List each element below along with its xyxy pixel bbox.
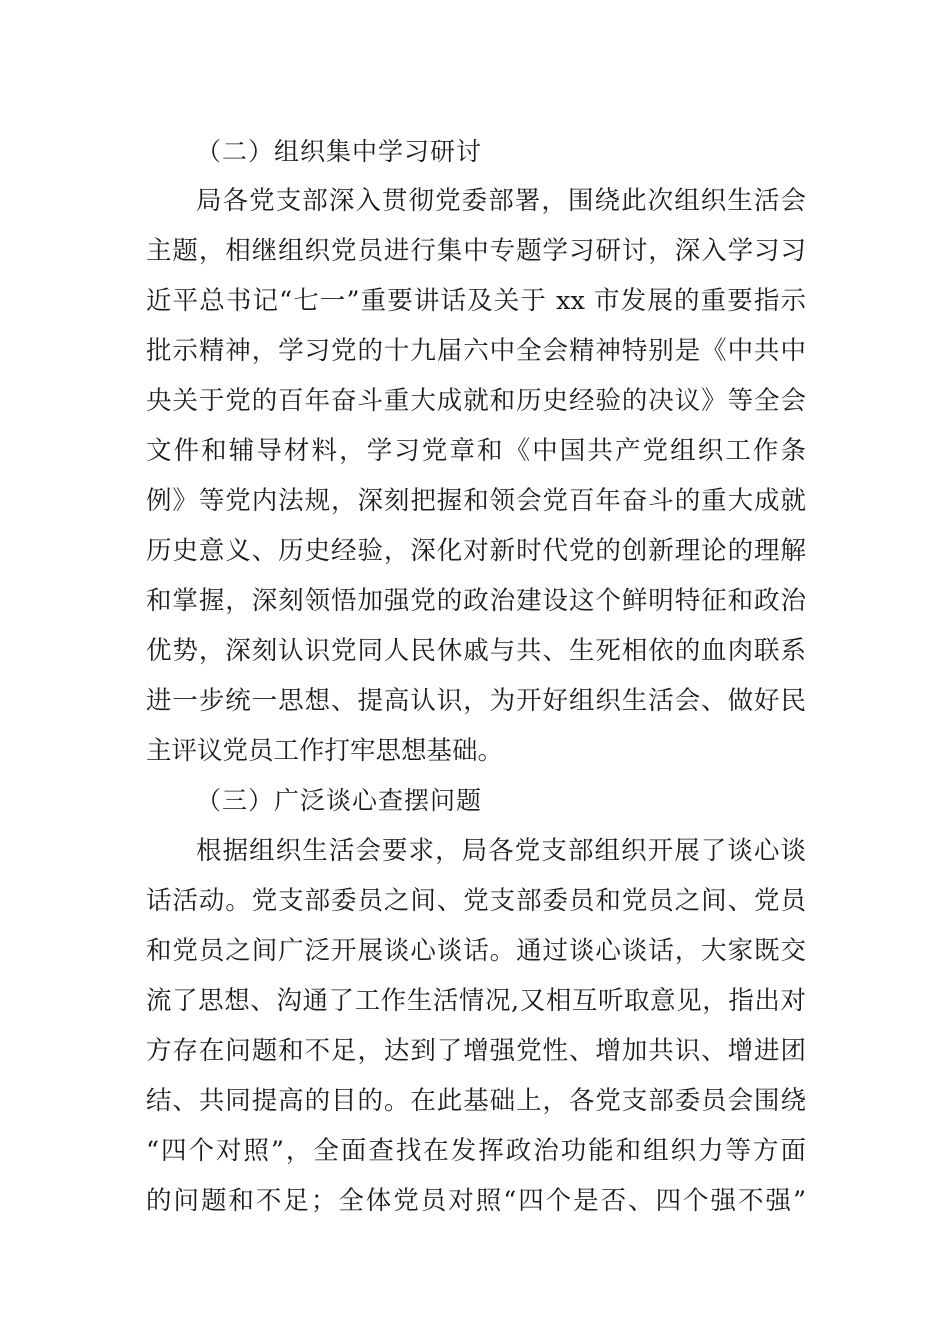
paragraph-line: 文件和辅导材料，学习党章和《中国共产党组织工作条 <box>146 436 806 466</box>
paragraph-line: 流了思想、沟通了工作生活情况,又相互听取意见，指出对 <box>146 986 806 1016</box>
paragraph-line: 局各党支部深入贯彻党委部署，围绕此次组织生活会 <box>196 186 806 216</box>
paragraph-line: 优势，深刻认识党同人民休戚与共、生死相依的血肉联系 <box>146 636 806 666</box>
paragraph-line: 历史意义、历史经验，深化对新时代党的创新理论的理解 <box>146 536 806 566</box>
paragraph-line: 主评议党员工作打牢思想基础。 <box>146 736 504 766</box>
paragraph-line: 根据组织生活会要求，局各党支部组织开展了谈心谈 <box>196 836 806 866</box>
paragraph-line: 例》等党内法规，深刻把握和领会党百年奋斗的重大成就 <box>146 486 806 516</box>
paragraph-line: “四个对照”，全面查找在发挥政治功能和组织力等方面 <box>146 1136 806 1166</box>
paragraph-line: 方存在问题和不足，达到了增强党性、增加共识、增进团 <box>146 1036 806 1066</box>
paragraph-line: 的问题和不足；全体党员对照“四个是否、四个强不强” <box>146 1186 806 1216</box>
paragraph-line: 批示精神，学习党的十九届六中全会精神特别是《中共中 <box>146 336 806 366</box>
paragraph-line: 主题，相继组织党员进行集中专题学习研讨，深入学习习 <box>146 236 806 266</box>
paragraph-line: 和党员之间广泛开展谈心谈话。通过谈心谈话，大家既交 <box>146 936 806 966</box>
section-heading-2: （二）组织集中学习研讨 <box>196 137 483 166</box>
paragraph-line: 近平总书记“七一”重要讲话及关于 xx 市发展的重要指示 <box>146 286 806 316</box>
paragraph-line: 进一步统一思想、提高认识，为开好组织生活会、做好民 <box>146 686 806 716</box>
paragraph-line: 结、共同提高的目的。在此基础上，各党支部委员会围绕 <box>146 1086 806 1116</box>
paragraph-line: 央关于党的百年奋斗重大成就和历史经验的决议》等全会 <box>146 386 806 416</box>
paragraph-line: 和掌握，深刻领悟加强党的政治建设这个鲜明特征和政治 <box>146 586 806 616</box>
section-heading-3: （三）广泛谈心查摆问题 <box>196 786 483 815</box>
paragraph-line: 话活动。党支部委员之间、党支部委员和党员之间、党员 <box>146 886 806 916</box>
